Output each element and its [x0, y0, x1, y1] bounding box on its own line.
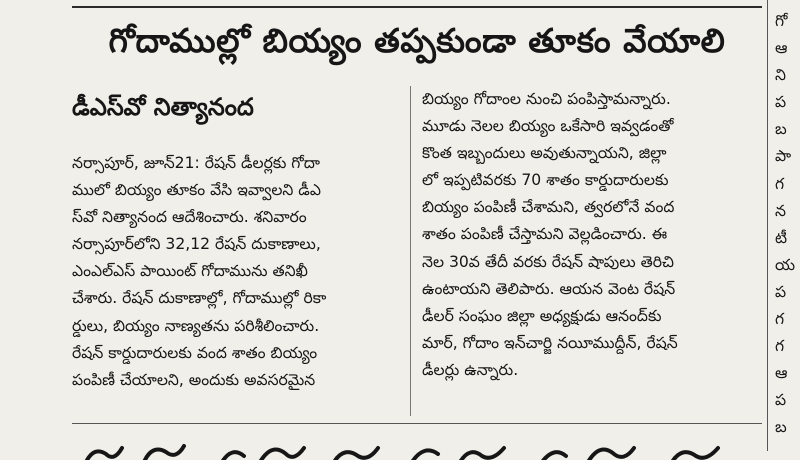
text-line: ఆ — [775, 364, 788, 383]
text-line: బియ్యం గోదాంల నుంచి పంపిస్తామన్నారు. — [422, 90, 671, 108]
top-rule — [72, 6, 762, 8]
text-line: ని — [775, 66, 786, 85]
adjacent-article-cropped-column — [775, 8, 800, 442]
text-line: కొంత ఇబ్బందులు అవుతున్నాయని, జిల్లా — [422, 144, 667, 163]
text-line: ఆ — [775, 39, 788, 58]
text-line: బ — [775, 418, 787, 437]
text-line: ర్డులు, బియ్యం నాణ్యతను పరిశీలించారు. — [72, 316, 320, 335]
text-line: య — [775, 255, 796, 274]
text-line: చేశారు. రేషన్ దుకాణాల్లో, గోదాముల్లో రికా — [72, 289, 327, 308]
text-line: ఎంఎల్ఎస్ పాయింట్ గోదామును తనిఖీ — [72, 262, 308, 281]
text-line: బ — [775, 120, 787, 139]
cropped-headline-glyphs — [72, 434, 762, 460]
text-line: స్‌వో నిత్యానంద ఆదేశించారు. శనివారం — [72, 208, 307, 227]
text-line: డీలర్ సంఘం జిల్లా అధ్యక్షుడు ఆనంద్‌కు — [422, 306, 662, 325]
text-line: ములో బియ్యం తూకం వేసి ఇవ్వాలని డీఎ — [72, 181, 321, 200]
next-article-headline-cropped — [72, 430, 762, 460]
text-line: గో — [775, 12, 788, 30]
edge-column-divider — [767, 0, 768, 451]
text-line: టీ — [775, 228, 788, 247]
article-right-column — [422, 86, 762, 384]
text-line: గ — [775, 174, 785, 193]
text-line: రేషన్ కార్డుదారులకు వంద శాతం బియ్యం — [72, 343, 318, 362]
text-line: ప — [775, 93, 787, 112]
text-line: ప — [775, 282, 787, 301]
text-line: బియ్యం పంపిణీ చేశామని, త్వరలోనే వంద — [422, 198, 675, 217]
text-line: శాతం పంపిణీ చేస్తామని వెల్లడించారు. ఈ — [422, 225, 668, 244]
text-line: మూడు నెలల బియ్యం ఒకేసారి ఇవ్వడంతో — [422, 117, 674, 136]
article-headline: గోదాముల్లో బియ్యం తప్పకుండా తూకం వేయాలి — [108, 21, 726, 60]
text-line: ఉంటాయని తెలిపారు. ఆయన వెంట రేషన్ — [422, 279, 676, 298]
text-line: డీలర్లు ఉన్నారు. — [422, 360, 519, 379]
bottom-rule — [72, 423, 762, 424]
text-line: పా — [775, 147, 792, 166]
text-line: గ — [775, 310, 785, 329]
text-line: లో ఇప్పటివరకు 70 శాతం కార్డుదారులకు — [422, 171, 669, 190]
text-line: న — [775, 201, 786, 220]
text-line: నెల 30వ తేదీ వరకు రేషన్ షాపులు తెరిచి — [422, 252, 674, 271]
article-left-column — [72, 150, 404, 394]
text-line: గ — [775, 337, 785, 356]
text-line: మార్, గోదాం ఇన్‌చార్జి నయీముద్దీన్, రేషన్ — [422, 333, 678, 352]
text-line: పంపిణీ చేయాలని, అందుకు అవసరమైన — [72, 370, 316, 389]
text-line: ప — [775, 391, 787, 410]
text-line: నర్సాపూర్, జూన్21: రేషన్ డీలర్లకు గోదా — [72, 154, 320, 172]
column-divider — [410, 86, 411, 416]
article-byline: డీఎస్‌వో నిత్యానంద — [72, 93, 254, 121]
text-line: నర్సాపూర్‌లోని 32,12 రేషన్ దుకాణాలు, — [72, 235, 321, 254]
